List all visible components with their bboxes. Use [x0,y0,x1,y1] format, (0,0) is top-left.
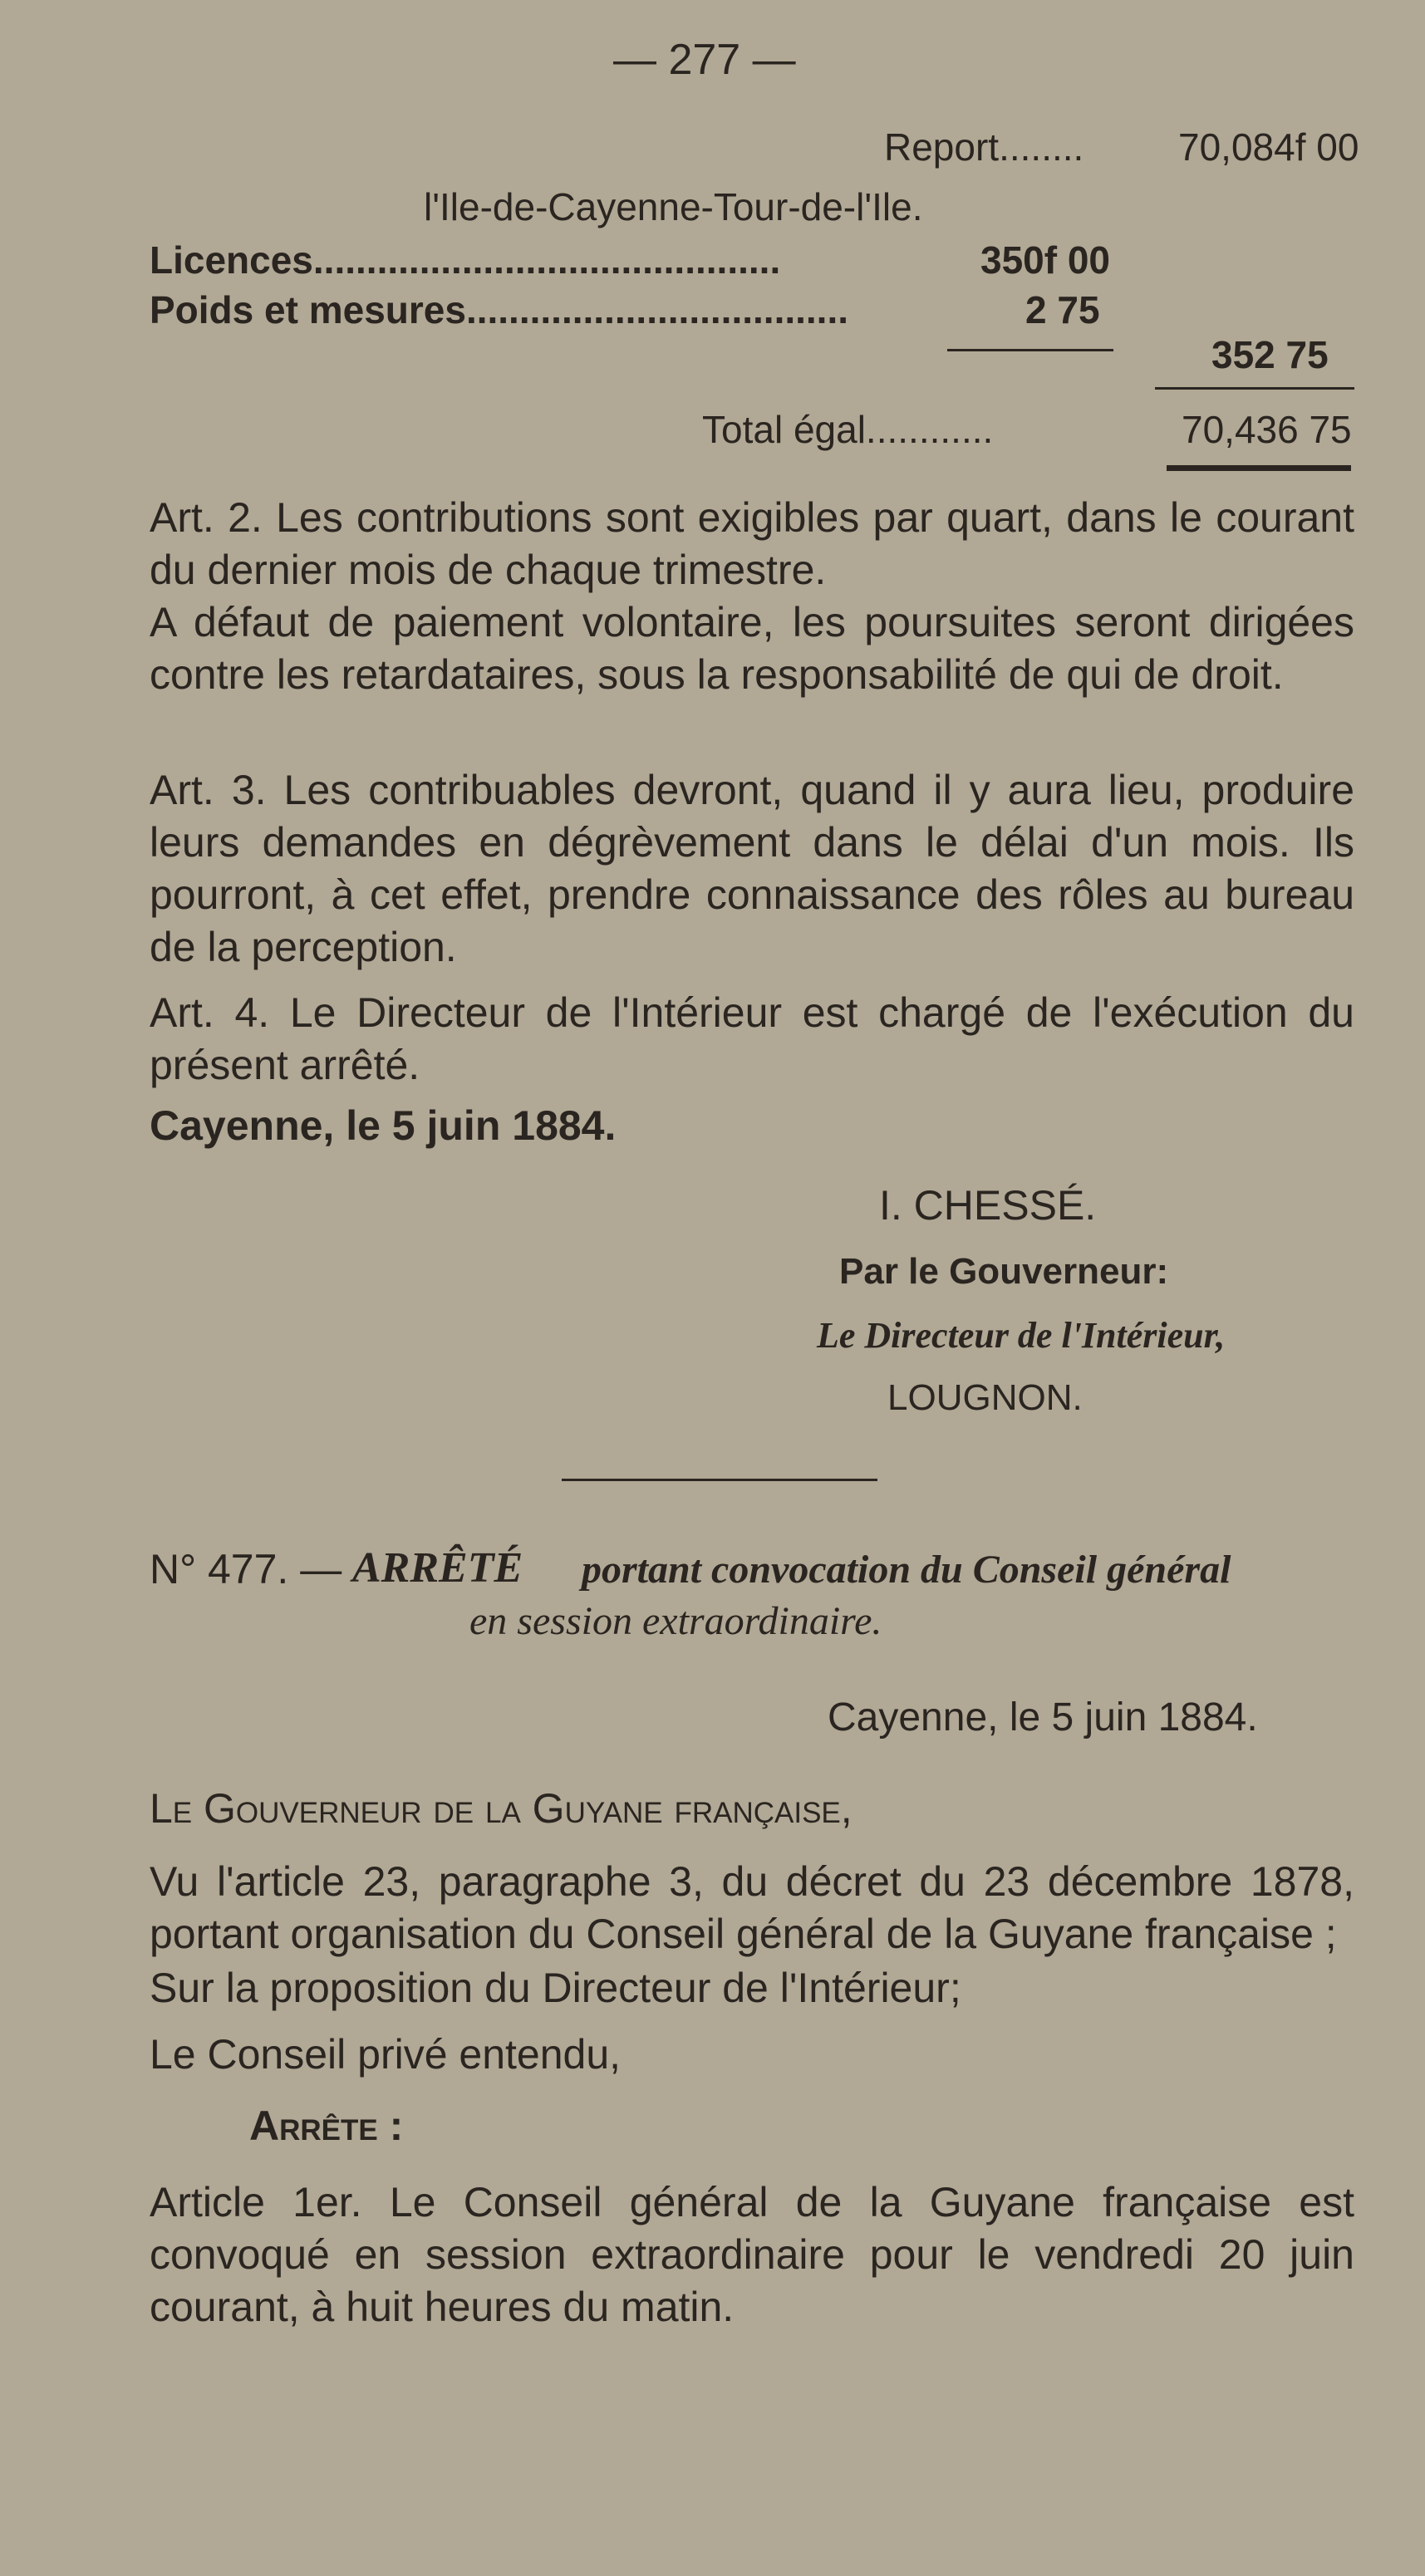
art3-paragraph: Art. 3. Les contribuables devront, quand il y aura lieu, produire leurs demandes en dégrèvement dans le délai d'un mois. Ils pourront, à cet effet, prendre connaissance des rôles au bureau de la perception. [150,767,1354,970]
total-rule [1155,387,1354,390]
report-label: Report........ [884,125,1084,169]
row-poids-value: 2 75 [1025,288,1100,331]
decree-title-rest: portant convocation du Conseil général [582,1548,1231,1592]
section-heading: l'Ile-de-Cayenne-Tour-de-l'Ile. [424,185,923,228]
total-label: Total égal............ [702,408,994,451]
subtotal-rule [947,349,1113,351]
art2-paragraph: Art. 2. Les contributions sont exigibles par quart, dans le courant du dernier mois de chaque trimestre. [150,494,1354,593]
art3-block [150,764,1354,974]
place-date: Cayenne, le 5 juin 1884. [150,1102,617,1149]
signature-by: Par le Gouverneur: [839,1251,1169,1292]
decree-article1: Article 1er. Le Conseil général de la Guyane française est convoqué en session extraordinaire pour le vendredi 20 juin courant, à huit heures du matin. [150,2179,1354,2330]
decree-governor: Le Gouverneur de la Guyane française, [150,1785,853,1832]
row-licences-value: 350f 00 [980,238,1111,282]
art2-paragraph-2: A défaut de paiement volontaire, les poursuites seront dirigées contre les retardataires, sous la responsabilité de qui de droit. [150,599,1354,698]
decree-number: N° 477. — [150,1546,342,1592]
signature-name: I. CHESSÉ. [879,1182,1097,1229]
decree-title-line2: en session extraordinaire. [469,1599,882,1643]
decree-date: Cayenne, le 5 juin 1884. [828,1695,1258,1739]
report-value: 70,084f 00 [1178,125,1359,169]
decree-vu: Vu l'article 23, paragraphe 3, du décret du 23 décembre 1878, portant organisation du Conseil général de la Guyane française ; [150,1858,1354,1957]
decree-arrete: Arrête : [249,2103,404,2149]
art2-block [150,492,1354,701]
total-double-rule [1167,465,1351,471]
section-separator [562,1479,877,1481]
art4-paragraph: Art. 4. Le Directeur de l'Intérieur est chargé de l'exécution du présent arrêté. [150,989,1354,1088]
signature-countersign: LOUGNON. [887,1377,1083,1418]
decree-title-word: ARRÊTÉ [352,1544,523,1592]
decree-sur: Sur la proposition du Directeur de l'Intérieur; [150,1965,961,2011]
row-licences-label: Licences............................................ [150,238,781,282]
row-poids-label: Poids et mesures.................................... [150,288,849,331]
decree-conseil: Le Conseil privé entendu, [150,2031,622,2078]
decree-article1-block [150,2176,1354,2333]
page-number: — 277 — [613,36,796,84]
total-value: 70,436 75 [1182,408,1352,451]
decree-vu-block [150,1856,1354,1960]
art4-block [150,987,1354,1092]
signature-title: Le Directeur de l'Intérieur, [817,1315,1226,1356]
subtotal-value: 352 75 [1211,333,1329,376]
